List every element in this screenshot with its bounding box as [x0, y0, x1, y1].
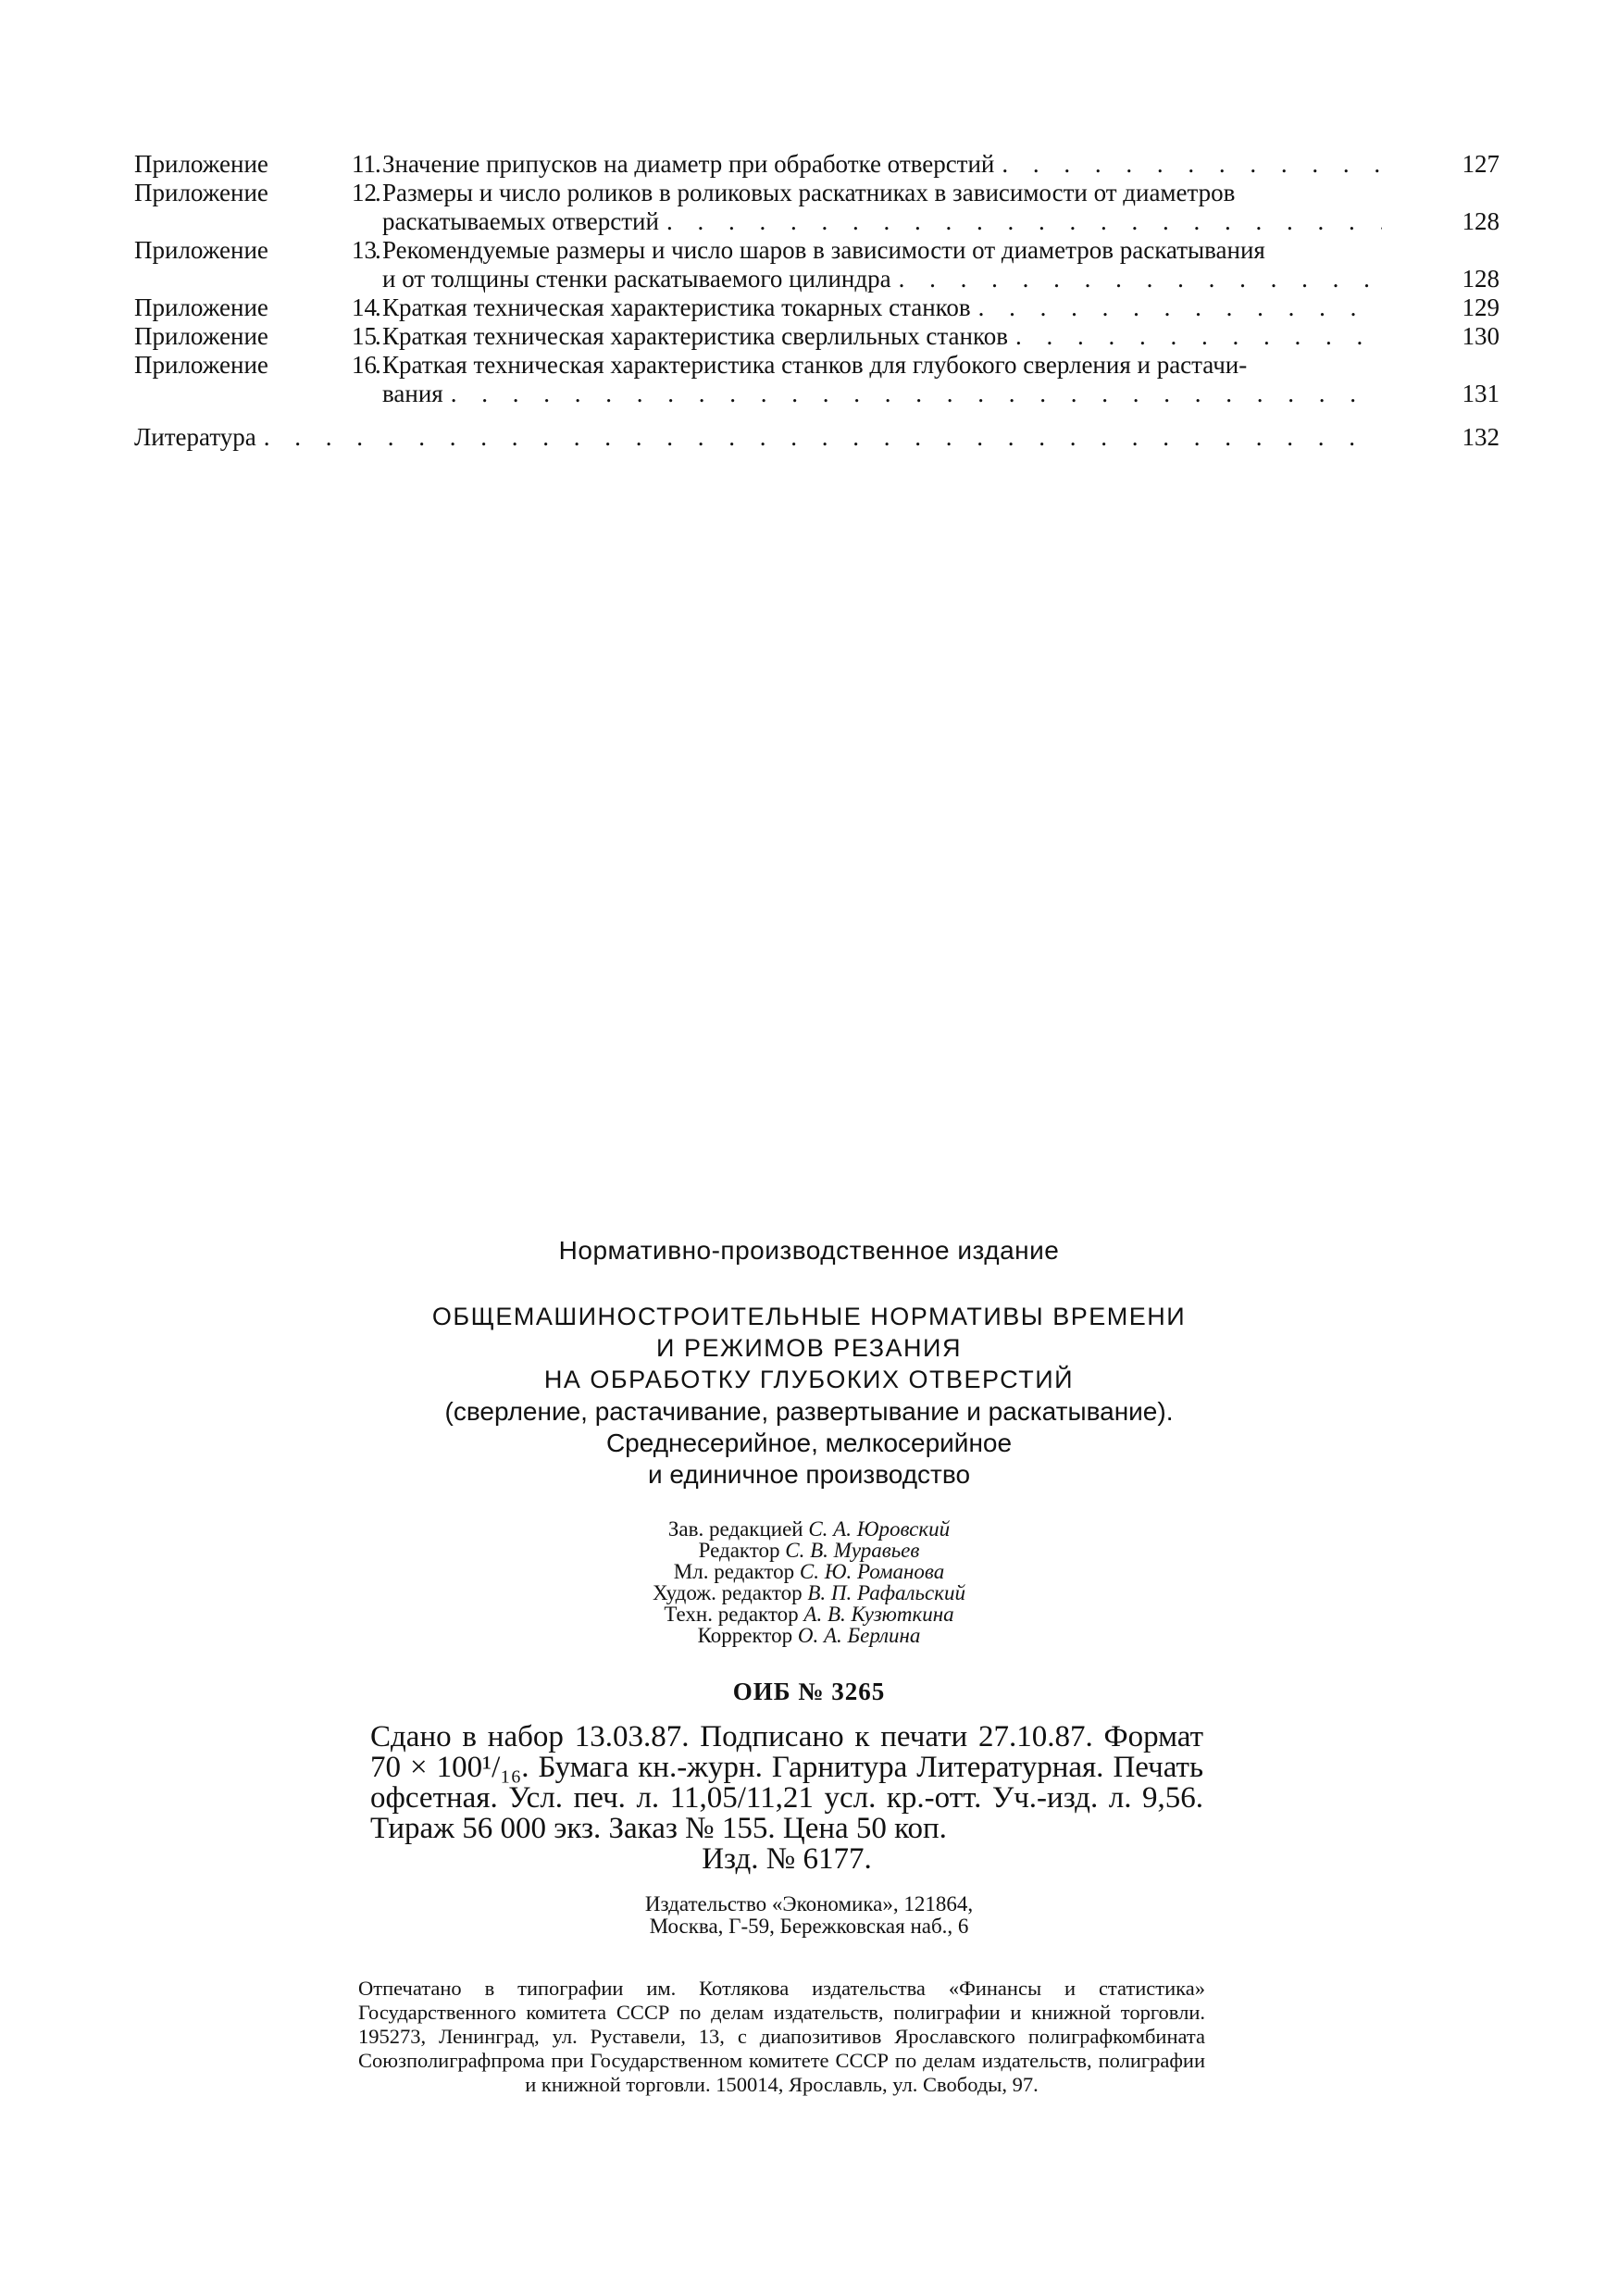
toc-title: Краткая техническая характеристика станков для глубокого сверления и растачи-	[382, 351, 1248, 379]
oib-number: ОИБ № 3265	[732, 1678, 886, 1705]
staff-line: Редактор С. В. Муравьев	[698, 1539, 920, 1562]
toc-entry-15: Приложение 15 . Краткая техническая характеристика сверлильных станков . . . 130	[134, 322, 1500, 351]
dot-leader	[1008, 322, 1382, 351]
dot-leader	[891, 265, 1382, 293]
toc-page-number: 128	[1462, 265, 1500, 293]
publication-number: Изд. № 6177.	[702, 1842, 872, 1876]
dot-leader	[994, 150, 1382, 179]
toc-title: Рекомендуемые размеры и число шаров в зависимости от диаметров раскатывания	[382, 236, 1265, 264]
toc-title: Литература	[134, 423, 256, 451]
dot-leader	[971, 293, 1382, 322]
staff-line: Мл. редактор С. Ю. Романова	[673, 1560, 945, 1583]
toc-entry-11: Приложение 11 . Значение припусков на диаметр при обработке отверстий . . . 127	[134, 150, 1500, 179]
title-line: И РЕЖИМОВ РЕЗАНИЯ	[656, 1334, 962, 1362]
toc-label: Приложение	[134, 293, 268, 321]
toc-label: Приложение	[134, 179, 268, 206]
toc-title: Значение припусков на диаметр при обработке отверстий	[382, 150, 995, 178]
staff-line: Зав. редакцией С. А. Юровский	[667, 1517, 951, 1541]
table-of-contents	[134, 150, 1500, 452]
subtitle-line: и единичное производство	[647, 1460, 971, 1489]
imprint-text: Сдано в набор 13.03.87. Подписано к печати 27.10.87. Формат 70 × 100¹/₁₆. Бумага кн.-журн. Гарнитура Литературная. Печать офсетная. Усл. печ. л. 11,05/11,21 усл. кр.-отт. Уч.-изд. л. 9,56. Тираж 56 000 экз. Заказ № 155. Цена 50 коп.	[370, 1720, 1203, 1845]
publisher-line: Москва, Г-59, Бережковская наб., 6	[649, 1915, 969, 1938]
print-imprint	[370, 1722, 1203, 1875]
toc-page-number: 130	[1462, 322, 1500, 350]
toc-title: Размеры и число роликов в роликовых раскатниках в зависимости от диаметров	[382, 179, 1236, 206]
toc-page-number: 127	[1462, 150, 1500, 178]
toc-number: 15	[352, 322, 377, 350]
toc-entry-12: Приложение 12 . Размеры и число роликов в роликовых раскатниках в зависимости от диаметров раскатываемых отверстий . . . 128	[134, 179, 1500, 236]
staff-line: Худож. редактор В. П. Рафальский	[653, 1581, 965, 1604]
toc-page-number: 129	[1462, 293, 1500, 321]
toc-title: Краткая техническая характеристика сверлильных станков	[382, 322, 1008, 350]
toc-title: Краткая техническая характеристика токарных станков	[382, 293, 971, 321]
dot-leader	[443, 380, 1382, 408]
toc-number: 16	[352, 351, 377, 379]
publisher-line: Издательство «Экономика», 121864,	[644, 1892, 974, 1915]
book-title	[0, 1301, 1618, 1395]
subtitle-line: (сверление, растачивание, развертывание и раскатывание).	[444, 1397, 1174, 1426]
toc-label: Приложение	[134, 150, 268, 178]
publisher-address	[0, 1893, 1618, 1938]
book-subtitle	[0, 1396, 1618, 1491]
toc-label: Приложение	[134, 351, 268, 379]
toc-title-continuation: вания	[382, 380, 443, 407]
title-line: ОБЩЕМАШИНОСТРОИТЕЛЬНЫЕ НОРМАТИВЫ ВРЕМЕНИ	[431, 1303, 1187, 1330]
toc-entry-literature	[134, 423, 1500, 452]
staff-line: Корректор О. А. Берлина	[697, 1624, 921, 1647]
dot-leader	[659, 207, 1382, 236]
toc-page-number: 132	[1462, 423, 1500, 451]
toc-entry-16: Приложение 16 . Краткая техническая характеристика станков для глубокого сверления и растачи- вания . . . 131	[134, 351, 1500, 408]
toc-page-number: 131	[1462, 380, 1500, 407]
toc-title-continuation: и от толщины стенки раскатываемого цилиндра	[382, 265, 891, 293]
editorial-staff	[0, 1518, 1618, 1646]
subtitle-line: Среднесерийное, мелкосерийное	[605, 1429, 1013, 1457]
toc-title-continuation: раскатываемых отверстий	[382, 207, 659, 235]
toc-entry-14: Приложение 14 . Краткая техническая характеристика токарных станков . . . 129	[134, 293, 1500, 322]
staff-line: Техн. редактор А. В. Кузюткина	[664, 1603, 954, 1626]
toc-number: 11	[352, 150, 376, 178]
printer-info: Отпечатано в типографии им. Котлякова издательства «Финансы и статистика» Государственного комитета СССР по делам издательств, полиграфии и книжной торговли. 195273, Ленинград, ул. Руставели, 13, с диапозитивов Ярославского полиграфкомбината Союзполиграфпрома при Государственном комитете СССР по делам издательств, полиграфии и книжной торговли. 150014, Ярославль, ул. Свободы, 97.	[358, 1977, 1205, 2096]
edition-type: Нормативно-производственное издание	[558, 1236, 1060, 1265]
toc-number: 14	[352, 293, 377, 321]
dot-leader	[256, 423, 1375, 452]
toc-number: 12	[352, 179, 377, 206]
toc-label: Приложение	[134, 236, 268, 264]
title-line: НА ОБРАБОТКУ ГЛУБОКИХ ОТВЕРСТИЙ	[543, 1366, 1075, 1393]
toc-label: Приложение	[134, 322, 268, 350]
toc-entry-13: Приложение 13 . Рекомендуемые размеры и число шаров в зависимости от диаметров раскатывания и от толщины стенки раскатываемого цилиндра . . . 128	[134, 236, 1500, 293]
toc-page-number: 128	[1462, 207, 1500, 235]
toc-number: 13	[352, 236, 377, 264]
